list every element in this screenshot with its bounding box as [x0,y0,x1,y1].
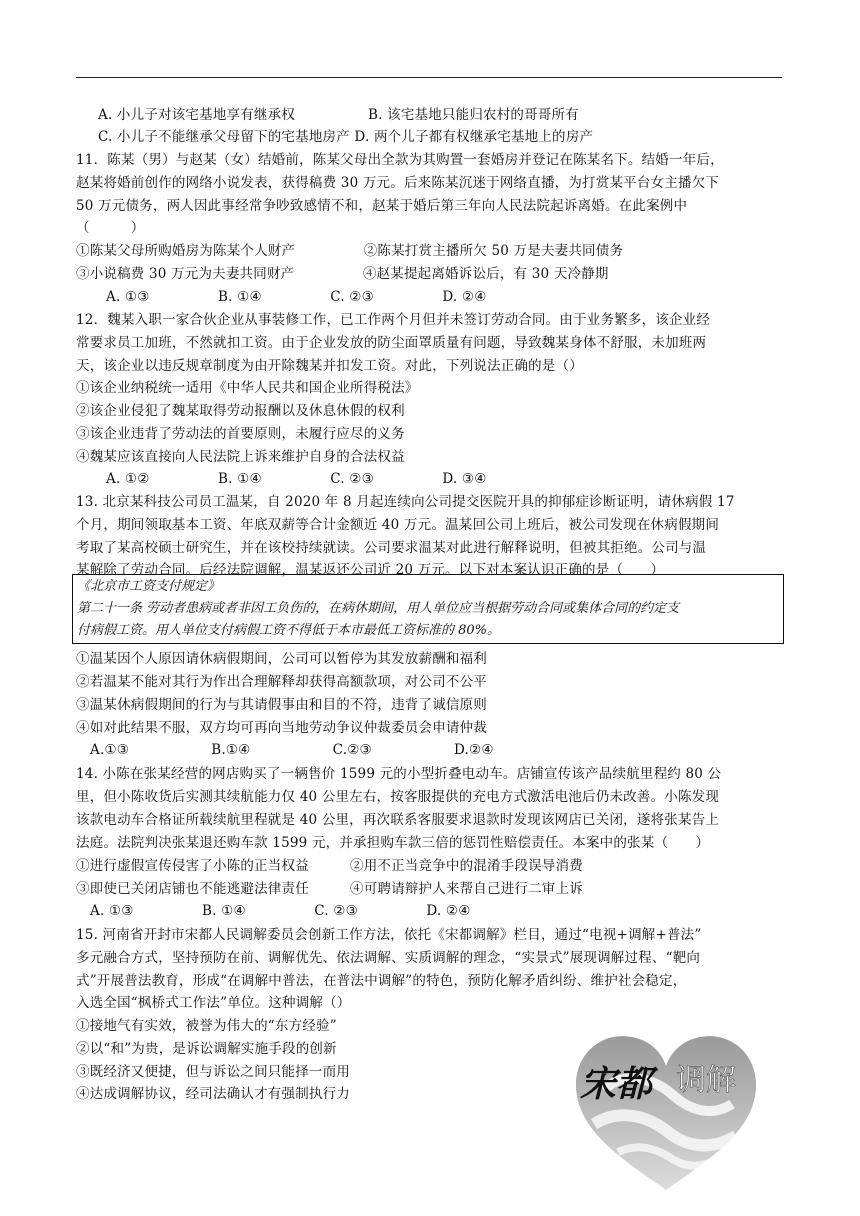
text-line: 个月，期间领取基本工资、年底双薪等合计金额近 40 万元。温某回公司上班后，被公司发现在休病假期间 [76,517,720,533]
quote-line-2: 付病假工资。用人单位支付病假工资不得低于本市最低工资标准的 80%。 [77,623,501,638]
text-line: 式”开展普法教育，形成“在调解中普法，在普法中调解”的特色，预防化解矛盾纠纷、维护社会稳定， [76,973,687,989]
logo-text-songdu: 宋都 [580,1063,653,1105]
text-line: （ ） [76,220,145,236]
text-line: 14. 小陈在张某经营的网店购买了一辆售价 1599 元的小型折叠电动车。店铺宣传该产品续航里程约 80 公 [76,766,722,782]
text-line: ④如对此结果不服，双方均可再向当地劳动争议仲裁委员会申请仲裁 [76,720,487,736]
logo-text-tiaojie: 调解 [676,1063,736,1098]
text-line: 入选全国“枫桥式工作法”单位。这种调解（） [76,995,351,1011]
text-line: 12．魏某入职一家合伙企业从事装修工作，已工作两个月但并未签订劳动合同。由于业务繁多，该企业经 [76,312,711,328]
text-line: ②以“和”为贵，是诉讼调解实施手段的创新 [76,1041,337,1057]
text-line: ①温某因个人原因请休病假期间，公司可以暂停为其发放薪酬和福利 [76,651,487,667]
quote-title: 《北京市工资支付规定》 [77,579,221,594]
text-line: 11．陈某（男）与赵某（女）结婚前，陈某父母出全款为其购置一套婚房并登记在陈某名下。结婚一年后， [76,152,724,168]
text-line: 赵某将婚前创作的网络小说发表，获得稿费 30 万元。后来陈某沉迷于网络直播，为打赏某平台女主播欠下 [76,175,720,191]
text-line: ④达成调解协议，经司法确认才有强制执行力 [76,1086,350,1102]
text-line: A. ①③ B. ①④ C. ②③ D. ②④ [90,903,471,919]
text-line: A.①③ B.①④ C.②③ D.②④ [90,742,494,758]
text-line: ①陈某父母所购婚房为陈某个人财产 ②陈某打赏主播所欠 50 万是夫妻共同债务 [76,243,624,259]
text-line: ③该企业违背了劳动法的首要原则，未履行应尽的义务 [76,426,405,442]
text-line: 13. 北京某科技公司员工温某，自 2020 年 8 月起连续向公司提交医院开具的抑郁症诊断证明，请休病假 17 [76,494,735,510]
songdu-mediation-logo [564,1020,768,1198]
text-line: ③即使已关闭店铺也不能逃避法律责任 ④可聘请辩护人来帮自己进行二审上诉 [76,881,583,897]
text-line: ④魏某应该直接向人民法院上诉来维护自身的合法权益 [76,449,405,465]
quote-line-1: 第二十一条 劳动者患病或者非因工负伤的，在病休期间，用人单位应当根据劳动合同或集体合同的约定支 [77,601,680,616]
regulation-quote-box [72,574,784,644]
text-line: 法庭。法院判决张某退还购车款 1599 元，并承担购车款三倍的惩罚性赔偿责任。本案中的张某（ ） [76,835,710,851]
text-line: 某解除了劳动合同。后经法院调解，温某返还公司近 20 万元。以下对本案认识正确的是（ ） [76,562,665,578]
text-line: 50 万元债务，两人因此事经常争吵致感情不和，赵某于婚后第三年向人民法院起诉离婚。在此案例中 [76,198,688,214]
text-line: 天，该企业以违反规章制度为由开除魏某并扣发工资。对此，下列说法正确的是（） [76,358,583,374]
text-line: A. ①③ B. ①④ C. ②③ D. ②④ [106,289,487,305]
text-line: ①进行虚假宣传侵害了小陈的正当权益 ②用不正当竞争中的混淆手段误导消费 [76,858,583,874]
text-line: C. 小儿子不能继承父母留下的宅基地房产 D. 两个儿子都有权继承宅基地上的房产 [98,129,594,145]
header-rule [76,77,782,78]
text-line: 常要求员工加班，不然就扣工资。由于企业发放的防尘面罩质量有问题，导致魏某身体不舒服，未加班两 [76,335,707,351]
text-line: ③温某休病假期间的行为与其请假事由和目的不符，违背了诚信原则 [76,697,487,713]
text-line: 里，但小陈收货后实测其续航能力仅 40 公里左右，按客服提供的充电方式激活电池后仍未改善。小陈发现 [76,789,720,805]
text-line: A. 小儿子对该宅基地享有继承权 B. 该宅基地只能归农村的哥哥所有 [98,107,579,123]
text-line: ②若温某不能对其行为作出合理解释却获得高额款项，对公司不公平 [76,674,487,690]
text-line: ①接地气有实效，被誉为伟大的“东方经验” [76,1018,337,1034]
text-line: ③既经济又便捷，但与诉讼之间只能择一而用 [76,1064,350,1080]
text-line: 该款电动车合格证所载续航里程就是 40 公里，再次联系客服要求退款时发现该网店已关闭，遂将张某告上 [76,812,720,828]
text-line: 考取了某高校硕士研究生，并在该校持续就读。公司要求温某对此进行解释说明，但被其拒绝。公司与温 [76,540,707,556]
text-line: ③小说稿费 30 万元为夫妻共同财产 ④赵某提起离婚诉讼后，有 30 天冷静期 [76,266,609,282]
text-line: 15. 河南省开封市宋都人民调解委员会创新工作方法，依托《宋都调解》栏目，通过“电视+调解+普法” [76,927,702,943]
text-line: 多元融合方式，坚持预防在前、调解优先、依法调解、实质调解的理念，“实景式”展现调解过程、“靶向 [76,950,701,966]
text-line: ②该企业侵犯了魏某取得劳动报酬以及休息休假的权利 [76,403,405,419]
text-line: A. ①② B. ①④ C. ②③ D. ③④ [106,471,487,487]
text-line: ①该企业纳税统一适用《中华人民共和国企业所得税法》 [76,380,419,396]
